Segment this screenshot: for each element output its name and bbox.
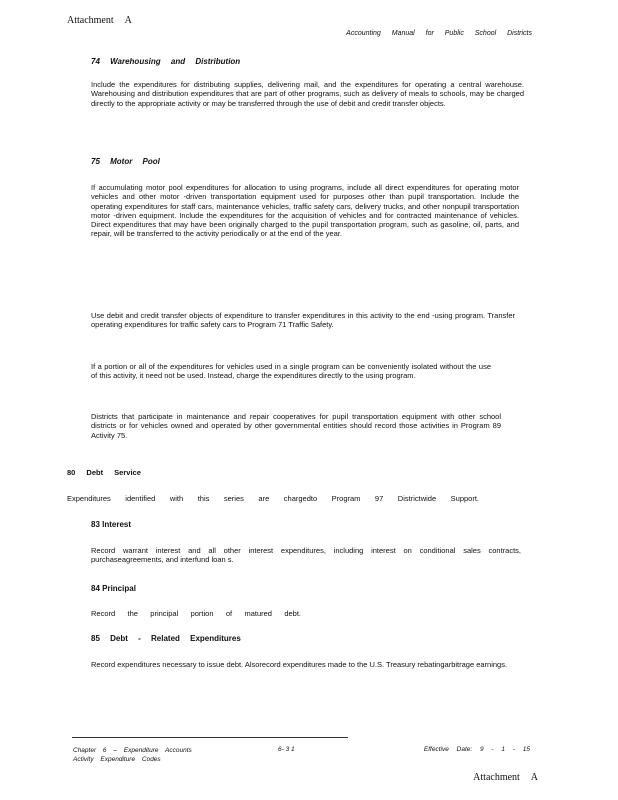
section-85-paragraph: Record expenditures necessary to issue debt. Alsorecord expenditures made to the U.S. Treasury rebatingarbitrage earnings.	[91, 660, 508, 669]
footer-chapter-title: Chapter 6 – Expenditure Accounts	[73, 747, 192, 754]
section-84-paragraph: Record the principal portion of matured debt.	[91, 609, 301, 618]
footer-divider	[72, 737, 348, 738]
section-75-title: 75 Motor Pool	[91, 157, 160, 166]
section-75-paragraph-2: Use debit and credit transfer objects of expenditure to transfer expenditures in this activity to the end -using program. Transfer operating expenditures for traffic safety cars to Program 71 Traffic Safety.	[91, 311, 515, 330]
section-84-title: 84 Principal	[91, 584, 136, 593]
attachment-label-bottom: Attachment A	[473, 772, 538, 783]
footer-page-number: 6- 3 1	[278, 746, 295, 753]
section-80-paragraph: Expenditures identified with this series are chargedto Program 97 Districtwide Support.	[67, 494, 479, 503]
section-83-title: 83 Interest	[91, 520, 132, 529]
attachment-label-top: Attachment A	[67, 15, 132, 26]
footer-codes-title: Activity Expenditure Codes	[73, 756, 161, 763]
manual-header: Accounting Manual for Public School Districts	[346, 30, 532, 37]
section-83-paragraph: Record warrant interest and all other interest expenditures, including interest on conditional sales contracts, purchaseagreements, and interfund loan s.	[91, 546, 521, 565]
footer-chapter	[73, 746, 192, 764]
section-85-title: 85 Debt - Related Expenditures	[91, 634, 241, 643]
section-75-paragraph-4: Districts that participate in maintenance and repair cooperatives for pupil transportation equipment with other school districts or for vehicles owned and operated by other governmental entities should record those activities in Program 89 Activity 75.	[91, 412, 501, 440]
footer-effective-date: Effective Date: 9 - 1 - 15	[423, 746, 530, 753]
section-74-title: 74 Warehousing and Distribution	[91, 57, 241, 66]
section-75-paragraph-3: If a portion or all of the expenditures for vehicles used in a single program can be conveniently isolated without the use of this activity, it need not be used. Instead, charge the expenditures directly to the using program.	[91, 362, 491, 381]
section-74-paragraph: Include the expenditures for distributing supplies, delivering mail, and the expenditures for operating a central warehouse. Warehousing and distribution expenditures that are part of other programs, such as delivery of meals to schools, may be charged directly to the appropriate activity or may be transferred through the use of debit and credit transfer objects.	[91, 80, 524, 108]
section-75-paragraph-1: If accumulating motor pool expenditures for allocation to using programs, include all direct expenditures for operating motor vehicles and other motor -driven transportation equipment used for purposes other than pupil transportation. Include the operating expenditures for staff cars, maintenance vehicles, traffic safety cars, delivery trucks, and other nonpupil transportation motor -driven equipment. Include the expenditures for the acquisition of vehicles and for contracted maintenance of vehicles. Direct expenditures that may have been originally charged to the pupil transportation program, such as gasoline, oil, parts, and repair, will be transferred to the activity periodically or at the end of the year.	[91, 183, 519, 239]
section-80-title: 80 Debt Service	[67, 468, 141, 477]
